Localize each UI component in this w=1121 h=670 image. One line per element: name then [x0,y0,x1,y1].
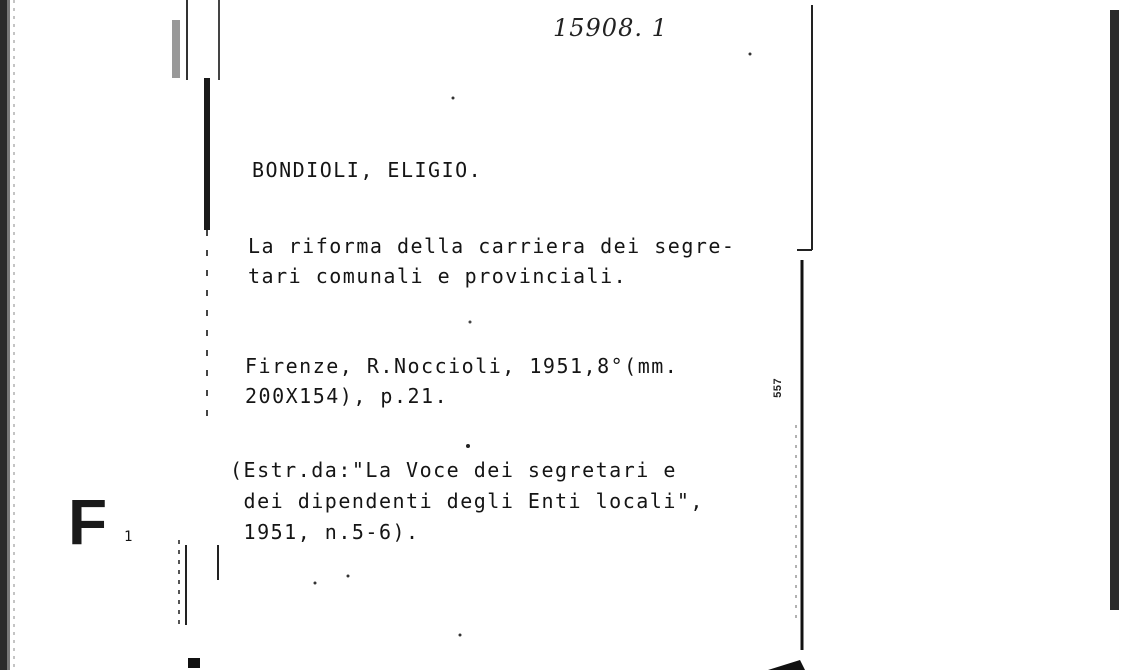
side-number: 557 [773,378,785,398]
title-line-1: La riforma della carriera dei segre- [248,234,736,258]
bottom-ink-blot [188,658,200,668]
note-line-2: dei dipendenti degli Enti locali", [230,489,704,513]
speck [452,97,455,100]
imprint-line-2: 200X154), p.21. [245,384,449,408]
speck [347,575,350,578]
call-number: 15908. 1 [553,14,668,42]
tray-letter: F [68,486,108,558]
author-heading: BONDIOLI, ELIGIO. [252,158,483,182]
speck [469,321,472,324]
left-edge-fade [7,0,10,670]
speck [466,444,470,448]
note-line-3: 1951, n.5-6). [230,520,420,544]
imprint-line-1: Firenze, R.Noccioli, 1951,8°(mm. [245,354,679,378]
tray-mark: 1 [124,529,134,545]
title-line-2: tari comunali e provinciali. [248,264,628,288]
left-edge-shadow [0,0,7,670]
note-line-1: (Estr.da:"La Voce dei segretari e [230,458,677,482]
spine-speckle [172,20,180,78]
speck [314,582,317,585]
left-card-edge-upper [204,78,210,230]
speck [749,53,752,56]
right-edge-shadow [1110,10,1119,610]
bottom-right-ink-blot [768,660,805,670]
speck [459,634,462,637]
